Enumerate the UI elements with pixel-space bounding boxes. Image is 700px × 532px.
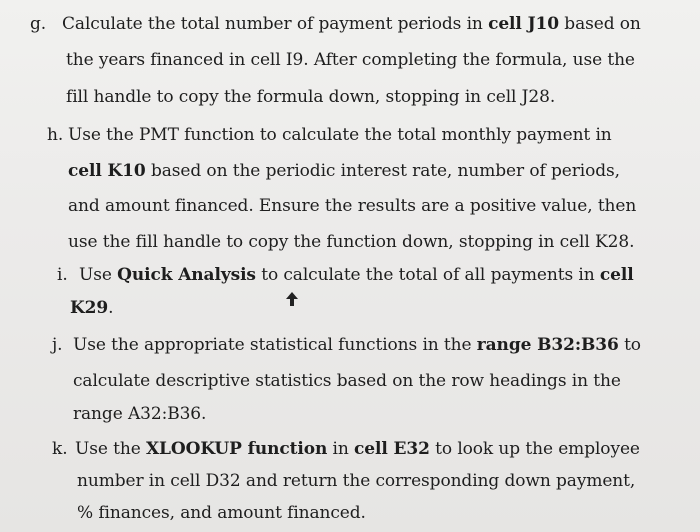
instruction-letter: g. — [30, 14, 47, 34]
text-segment: . — [108, 298, 114, 318]
text-segment: and amount financed. Ensure the results are a positive value, then — [68, 196, 637, 216]
text-segment: Use the appropriate statistical functions in the — [73, 335, 477, 355]
text-segment: to calculate the total of all payments in — [255, 265, 600, 285]
text-segment: Use — [79, 265, 118, 285]
text-segment: Use the PMT function to calculate the total monthly payment in — [68, 125, 612, 145]
bold-text: cell E32 — [354, 439, 430, 459]
bold-text: cell — [599, 265, 634, 285]
text-segment: % finances, and amount financed. — [77, 503, 366, 523]
instruction-line — [77, 470, 635, 492]
text-segment: in — [327, 439, 355, 459]
instruction-line — [73, 370, 621, 392]
instruction-line — [68, 231, 634, 253]
text-segment: number in cell D32 and return the corresponding down payment, — [77, 471, 636, 491]
instruction-line — [66, 49, 635, 71]
text-segment: range A32:B36. — [73, 404, 207, 424]
bold-text: Quick Analysis — [117, 265, 256, 285]
instruction-line — [68, 160, 620, 182]
instruction-line — [73, 334, 641, 356]
bold-text: XLOOKUP function — [145, 439, 328, 459]
bold-text: cell K10 — [68, 161, 146, 181]
text-segment: to — [618, 335, 641, 355]
bold-text: range B32:B36 — [476, 335, 619, 355]
text-segment: use the fill handle to copy the function down, stopping in cell K28. — [68, 232, 635, 252]
text-segment: calculate descriptive statistics based on the row headings in the — [73, 371, 621, 391]
instruction-line — [73, 403, 206, 425]
instruction-line — [66, 86, 555, 108]
instruction-line — [79, 264, 634, 286]
bold-text: K29 — [70, 298, 109, 318]
instruction-line — [77, 502, 366, 524]
text-segment: fill handle to copy the formula down, stopping in cell J28. — [66, 87, 556, 107]
instruction-line — [75, 438, 640, 460]
instruction-letter: j. — [52, 335, 63, 355]
instruction-letter: k. — [52, 439, 68, 459]
mouse-pointer-icon — [286, 292, 298, 306]
text-segment: based on the periodic interest rate, number of periods, — [145, 161, 620, 181]
bold-text: cell J10 — [488, 14, 559, 34]
text-segment: Calculate the total number of payment periods in — [62, 14, 489, 34]
instruction-letter: h. — [47, 125, 64, 145]
text-segment: to look up the employee — [429, 439, 640, 459]
instruction-line — [62, 13, 641, 35]
text-segment: Use the — [75, 439, 146, 459]
instruction-letter: i. — [57, 265, 68, 285]
instruction-line — [70, 297, 113, 319]
instruction-line — [68, 124, 612, 146]
text-segment: based on — [559, 14, 641, 34]
instruction-line — [68, 195, 636, 217]
text-segment: the years financed in cell I9. After completing the formula, use the — [66, 50, 635, 70]
